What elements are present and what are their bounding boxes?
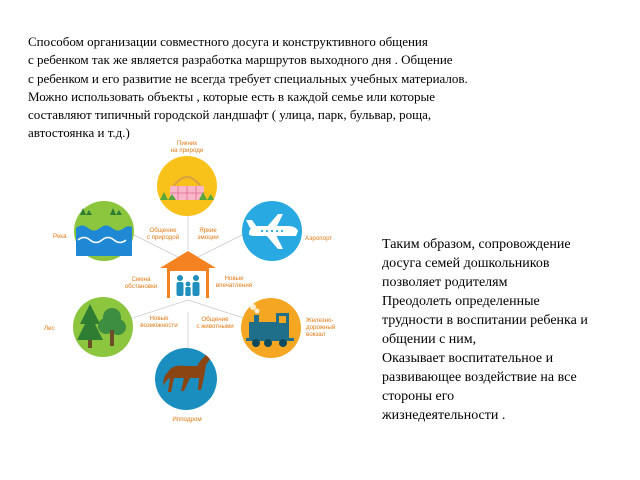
hippodrome-circle: [155, 348, 217, 410]
airport-label: Аэропорт: [305, 235, 333, 242]
change-benefit-label: Смена: [131, 276, 151, 283]
nature-benefit-label: с природой: [146, 234, 180, 241]
summary-line: Преодолеть определенные: [382, 294, 540, 309]
summary-line: стороны его: [382, 389, 455, 404]
intro-line: составляют типичный городской ландшафт ( улица, парк, бульвар, роща,: [28, 107, 432, 123]
opportunities-benefit-label: Новые: [149, 315, 169, 322]
change-benefit-label: обстановки: [124, 283, 158, 290]
summary-line: жизнедеятельности .: [382, 408, 506, 423]
family-house-icon: [160, 251, 216, 298]
summary-line: общении с ним,: [382, 332, 477, 347]
opportunities-benefit-label: возможности: [140, 322, 178, 329]
emotions-benefit-label: Яркие: [199, 227, 217, 234]
railway-label: вокзал: [306, 331, 326, 338]
forest-circle: [73, 297, 133, 357]
animals-benefit-label: с животными: [196, 323, 234, 330]
impressions-benefit-label: впечатления: [215, 282, 253, 289]
picnic-circle: [157, 156, 217, 216]
hippodrome-label: Ипподром: [172, 416, 202, 423]
summary-line: досуга семей дошкольников: [382, 256, 550, 271]
forest-label: Лес: [44, 325, 55, 332]
airport-circle: [242, 201, 302, 261]
impressions-benefit-label: Новые: [224, 275, 244, 282]
picnic-label: на природе: [170, 147, 204, 154]
summary-line: Оказывает воспитательное и: [382, 351, 554, 366]
summary-text: [382, 235, 634, 425]
summary-line: Таким образом, сопровождение: [382, 237, 571, 252]
picnic-label: Пикник: [176, 140, 198, 147]
river-circle: [74, 201, 134, 261]
river-label: Река: [53, 233, 67, 240]
animals-benefit-label: Общение: [201, 316, 229, 323]
summary-line: позволяет родителям: [382, 275, 508, 290]
nature-benefit-label: Общение: [149, 227, 177, 234]
intro-line: автостоянка и т.д.): [28, 125, 130, 141]
intro-line: Можно использовать объекты , которые есть в каждой семье или которые: [28, 88, 436, 104]
railway-label: дорожный: [306, 324, 336, 331]
emotions-benefit-label: эмоции: [197, 234, 219, 241]
summary-line: трудности в воспитании ребенка и: [382, 313, 588, 328]
intro-line: с ребенком так же является разработка маршрутов выходного дня . Общение: [28, 52, 453, 68]
intro-line: Способом организации совместного досуга и конструктивного общения: [28, 34, 428, 49]
railway-label: Железно-: [306, 317, 334, 324]
intro-line: с ребенком и его развитие не всегда требует специальных учебных материалов.: [28, 70, 468, 86]
railway-station-circle: [241, 298, 301, 358]
summary-line: развивающее воздействие на все: [382, 370, 577, 385]
